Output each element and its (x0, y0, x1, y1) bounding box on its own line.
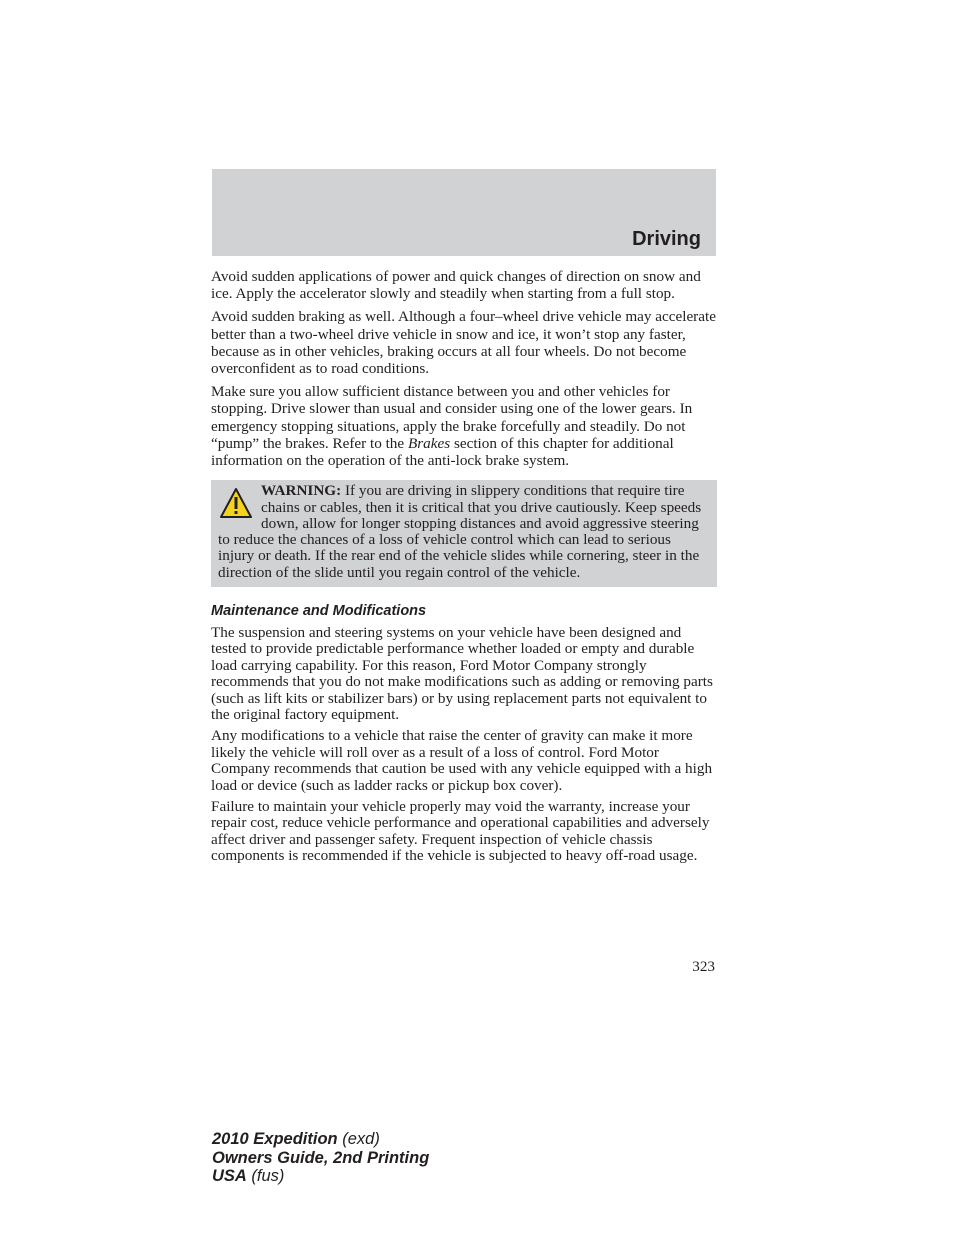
footer-line-market (212, 1167, 429, 1186)
footer-market: USA (212, 1167, 247, 1185)
warning-label: WARNING: (261, 482, 342, 500)
footer-line-guide (212, 1149, 429, 1168)
paragraph-center-of-gravity: Any modifications to a vehicle that raise the center of gravity can make it more likely the vehicle will roll over as a result of a loss of control. Ford Motor Company recommends that caution be used with any vehicle equipped with a high load or device (such as ladder racks or pickup box cover). (211, 727, 713, 794)
warning-text: If you are driving in slippery conditions that require tire chains or cables, then it is critical that you drive cautiously. Keep speeds down, allow for longer stopping distances and avoid aggressive steering to reduce the chances of a loss of vehicle control which can lead to serious injury or death. If the rear end of the vehicle slides while cornering, steer in the direction of the slide until you regain control of the vehicle. (218, 482, 702, 581)
paragraph-sudden-braking: Avoid sudden braking as well. Although a four–wheel drive vehicle may accelerate better than a two-wheel drive vehicle in snow and ice, it won’t stop any faster, because as in other vehicles, braking occurs at all four wheels. Do not become overconfident as to road conditions. (211, 308, 716, 378)
paragraph-stopping-distance-text-end: section of this chapter for additional information on the operation of the anti-lock brake system. (211, 434, 674, 470)
paragraph-suspension: The suspension and steering systems on your vehicle have been designed and tested to provide predictable performance whether loaded or empty and durable load carrying capability. For this reason, Ford Motor Company strongly recommends that you do not make modifications such as adding or removing parts (such as lift kits or stabilizer bars) or by using replacement parts not equivalent to the original factory equipment. (211, 624, 713, 724)
page-content (211, 268, 717, 870)
footer-model-code: (exd) (337, 1130, 380, 1148)
document-footer (212, 1130, 429, 1186)
section-header-bar (212, 169, 716, 256)
footer-model: 2010 Expedition (212, 1130, 338, 1148)
footer-guide: Owners Guide, 2nd Printing (212, 1148, 430, 1167)
paragraph-maintain-vehicle: Failure to maintain your vehicle properly may void the warranty, increase your repair cost, reduce vehicle performance and operational capabilities and adversely affect driver and passenger safety. Frequent inspection of vehicle chassis components is recommended if the vehicle is subjected to heavy off-road usage. (211, 798, 710, 865)
paragraph-stopping-distance (211, 383, 717, 469)
paragraph-sudden-power: Avoid sudden applications of power and quick changes of direction on snow and ice. Apply the accelerator slowly and steadily when starting from a full stop. (211, 268, 701, 303)
brakes-reference: Brakes (407, 434, 451, 452)
footer-line-model (212, 1130, 429, 1149)
paragraph-stopping-distance-text: Make sure you allow sufficient distance between you and other vehicles for stopping. Drive slower than usual and consider using one of the lower gears. In emergency stopping situations, apply the brake forcefully and steadily. Do not “pump” the brakes. Refer to the (211, 383, 693, 452)
footer-market-code: (fus) (246, 1167, 285, 1185)
section-title: Driving (632, 228, 701, 250)
warning-box (211, 480, 717, 587)
page-number: 323 (692, 958, 715, 975)
warning-triangle-icon (219, 487, 253, 519)
section-heading-maintenance: Maintenance and Modifications (211, 603, 427, 620)
